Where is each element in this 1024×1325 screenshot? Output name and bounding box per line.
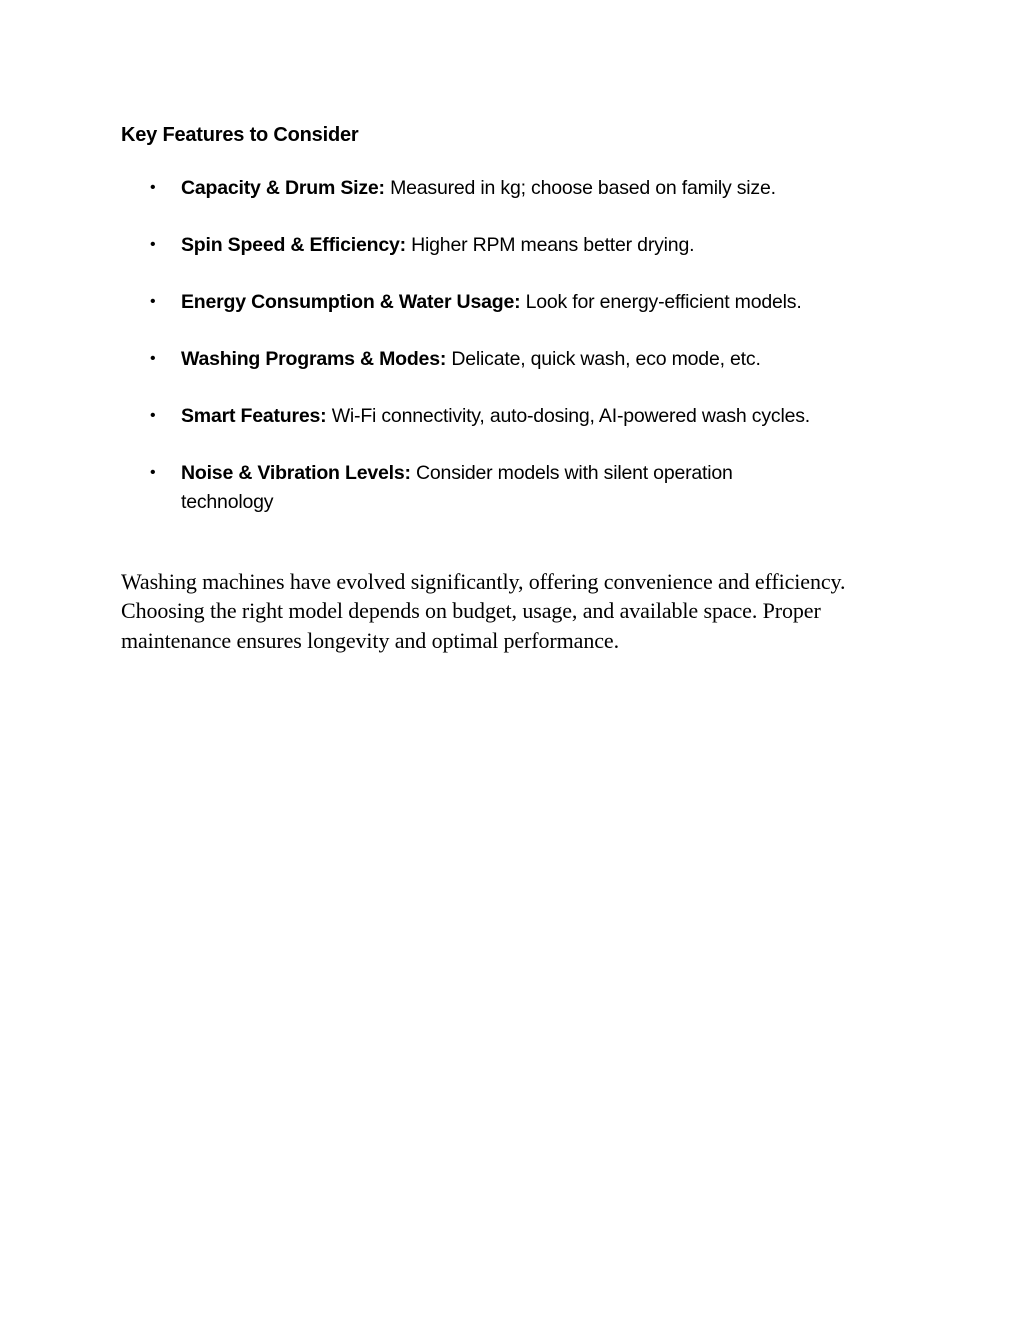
bullet-icon: •: [150, 407, 156, 424]
feature-item-energy: [0, 288, 821, 317]
feature-description: Consider models with silent operation technology: [181, 462, 733, 513]
bullet-icon: •: [150, 350, 156, 367]
bullet-icon: •: [150, 236, 156, 253]
bullet-icon: •: [150, 464, 156, 481]
summary-paragraph: Washing machines have evolved significantly, offering convenience and efficiency. Choosing the right model depends on budget, usage, and available space. Proper maintenance ensures longevity and optimal performance.: [121, 569, 846, 653]
feature-term: Washing Programs & Modes:: [181, 348, 447, 370]
feature-term: Smart Features:: [181, 405, 327, 427]
feature-description: Higher RPM means better drying.: [411, 234, 695, 256]
feature-item-capacity: [0, 174, 821, 203]
feature-term: Capacity & Drum Size:: [181, 177, 385, 199]
section-heading: Key Features to Consider: [121, 124, 359, 146]
feature-term: Noise & Vibration Levels:: [181, 462, 411, 484]
feature-description: Look for energy-efficient models.: [525, 291, 802, 313]
feature-term: Spin Speed & Efficiency:: [181, 234, 406, 256]
feature-description: Wi-Fi connectivity, auto-dosing, AI-powered wash cycles.: [331, 405, 810, 427]
feature-description: Delicate, quick wash, eco mode, etc.: [451, 348, 761, 370]
bullet-icon: •: [150, 293, 156, 310]
feature-description: Measured in kg; choose based on family size.: [390, 177, 776, 199]
feature-list: [0, 174, 1024, 545]
feature-term: Energy Consumption & Water Usage:: [181, 291, 521, 313]
feature-item-spin-speed: [0, 231, 821, 260]
feature-item-programs: [0, 345, 821, 374]
feature-item-smart: [0, 402, 821, 431]
bullet-icon: •: [150, 179, 156, 196]
feature-item-noise: [0, 459, 821, 516]
